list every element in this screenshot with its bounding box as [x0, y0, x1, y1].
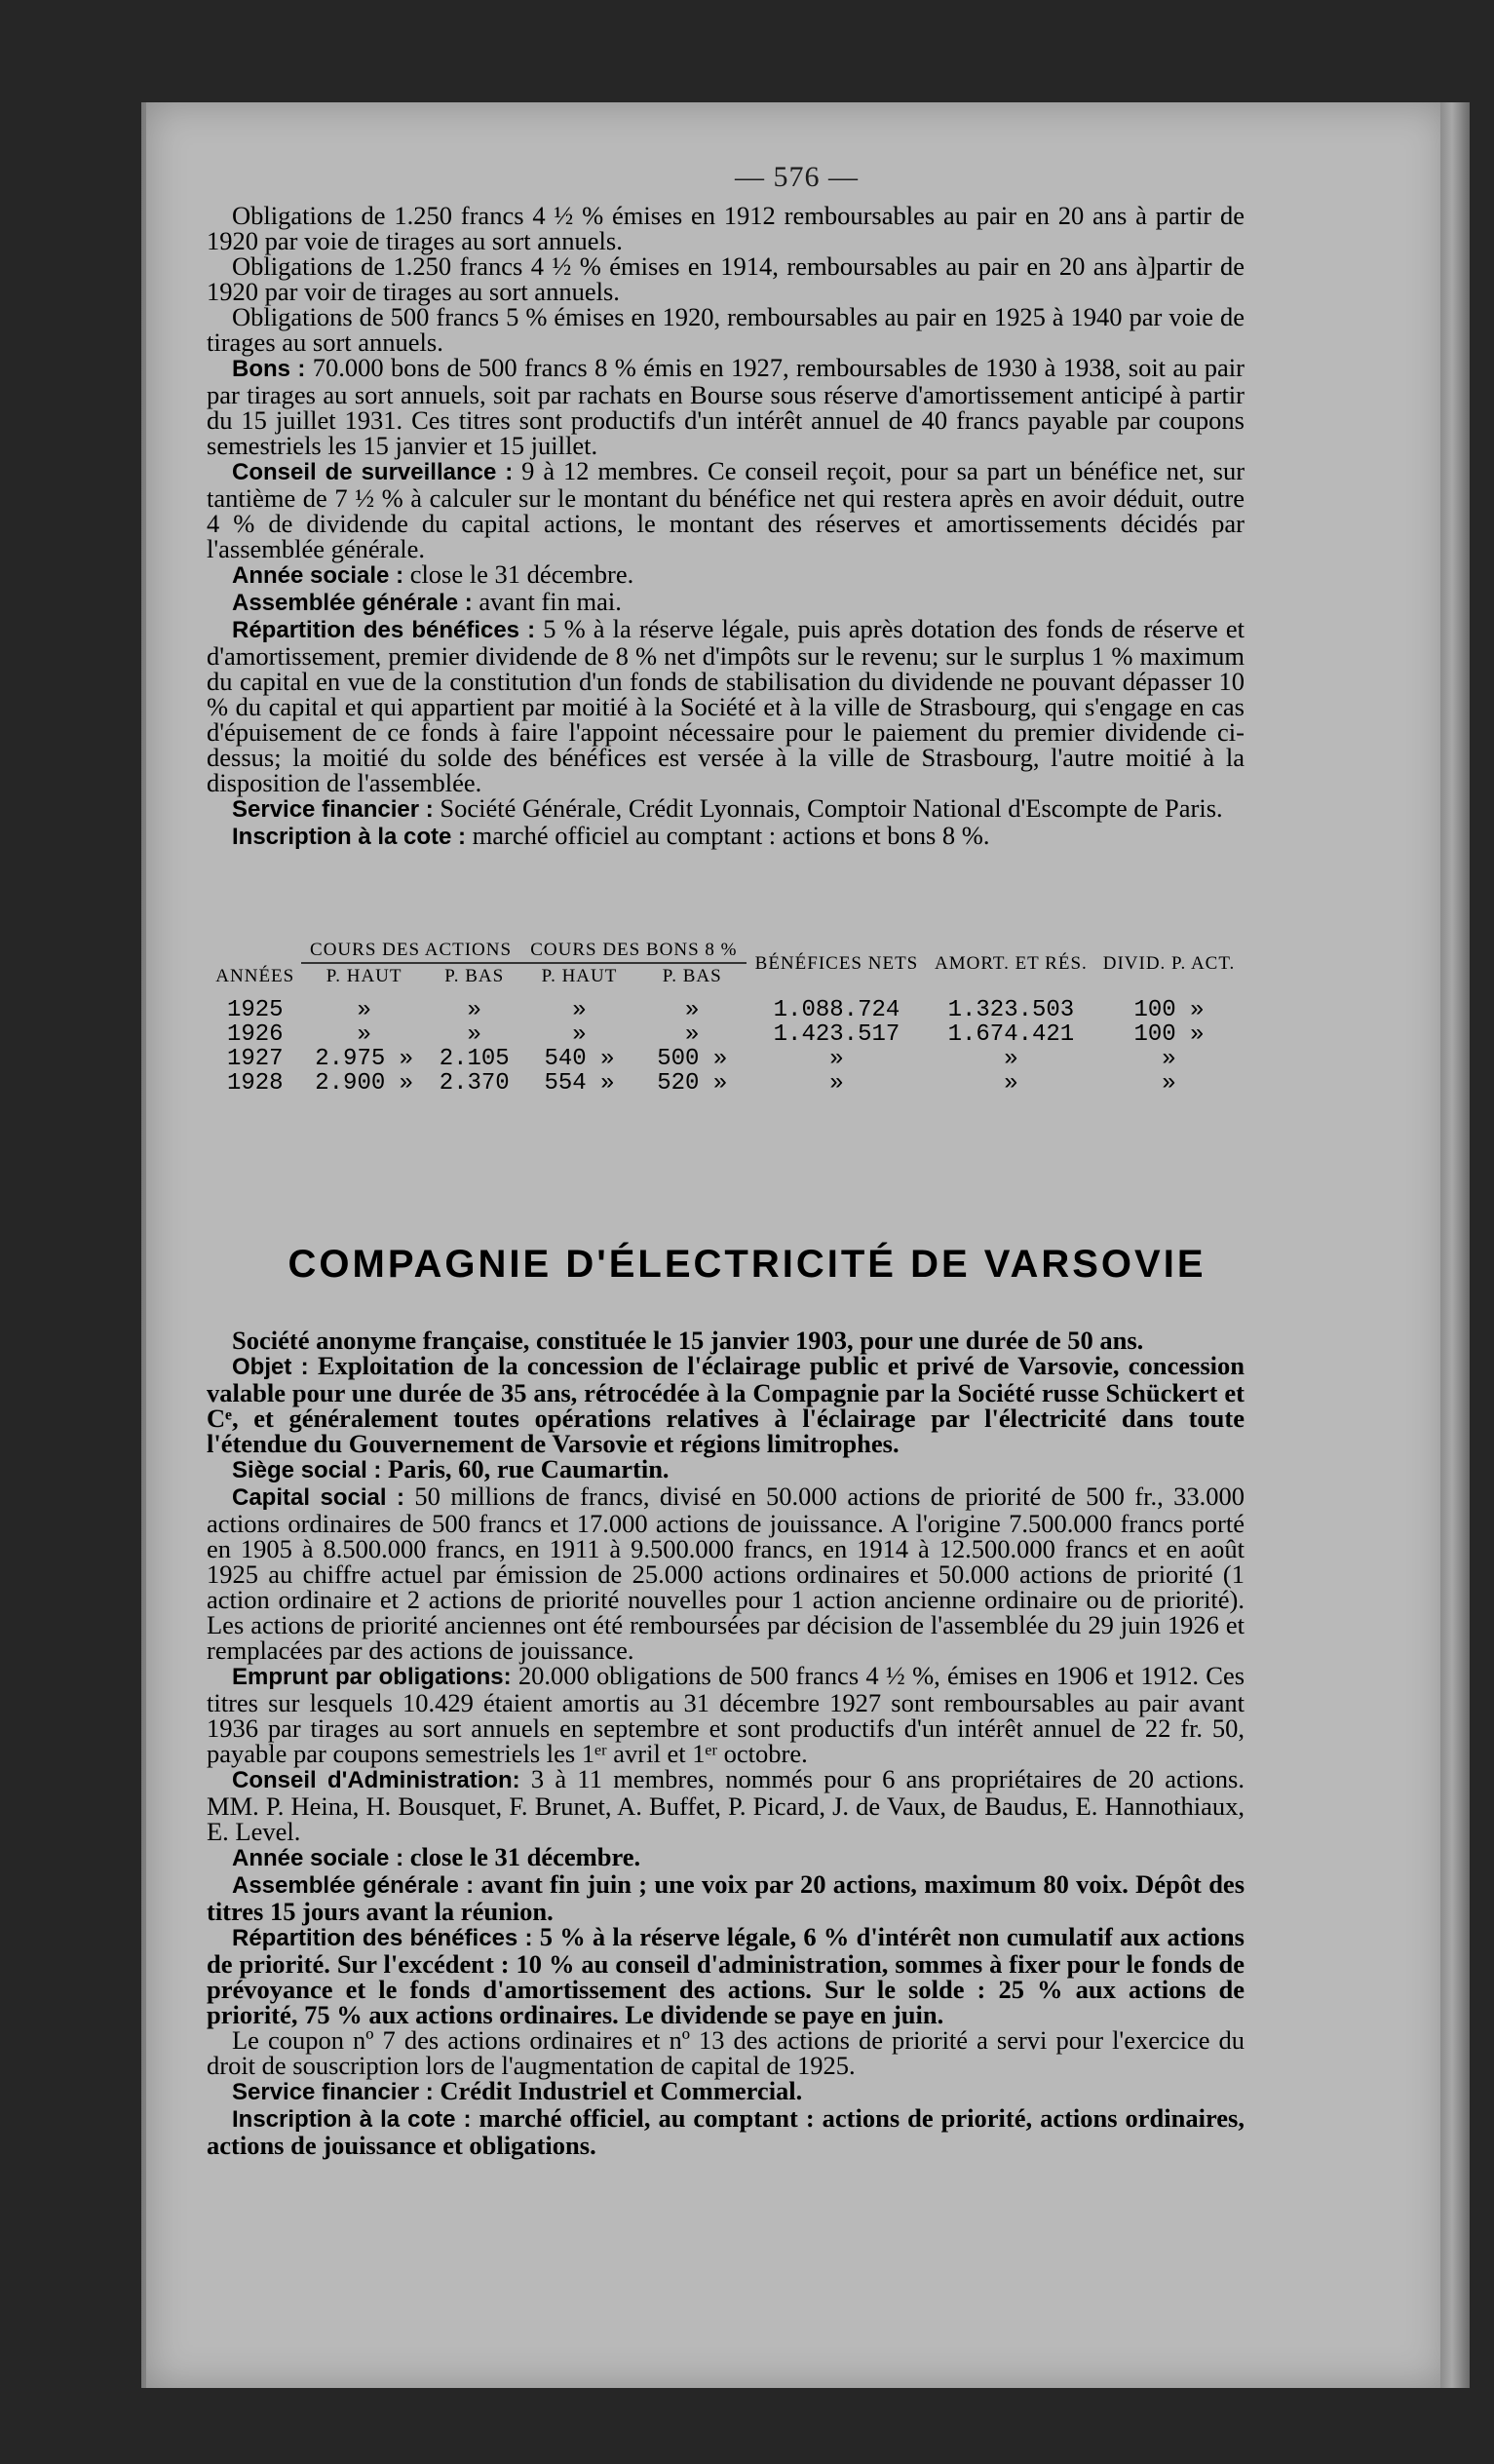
page-number: — 576 — [735, 161, 859, 193]
top-section [207, 203, 1245, 850]
cell-actions-haut: 2.975 » [315, 1046, 414, 1072]
company-assemblee-text: avant fin juin ; une voix par 20 actions, maximum 80 voix. Dépôt des titres 15 jours avant la réunion. [207, 1869, 1245, 1926]
company-annee-paragraph [207, 1844, 1245, 1871]
company-service-text: Crédit Industriel et Commercial. [440, 2076, 803, 2105]
company-section [207, 1328, 1245, 2158]
assemblee-label: Assemblée générale : [232, 590, 473, 616]
annees-header: ANNÉES [215, 965, 295, 986]
inscription-paragraph [207, 823, 1245, 850]
cell-actions-bas: 2.370 [439, 1070, 510, 1097]
emprunt-label: Emprunt par obligations: [232, 1664, 512, 1690]
cell-actions-bas: » [467, 1021, 481, 1048]
capital-text: 50 millions de francs, divisé en 50.000 actions de priorité de 500 fr., 33.000 actions ordinaires de 500 francs et 17.000 actions de jouissance. A l'origine 7.500.000 francs porté en 1905 à 8.500.000 francs, en 1911 à 9.500.000 francs, en 1914 à 12.500.000 francs et en août 1925 au chiffre actuel par émission de 25.000 actions ordinaires et 50.000 actions de priorité (1 action ordinaire et 2 actions de priorité nouvelles pour 1 action ancienne ordinaire ou de priorité). Les actions de priorité anciennes ont été remboursées par décision de l'assemblée du 29 juin 1926 et remplacées par des actions de jouissance. [207, 1482, 1245, 1665]
annee-paragraph [207, 561, 1245, 589]
cell-annee: 1926 [226, 1021, 284, 1048]
benefices-header: BÉNÉFICES NETS [754, 952, 919, 974]
cell-bons-haut: 554 » [544, 1070, 615, 1097]
company-repartition-text: 5 % à la réserve légale, 6 % d'intérêt non cumulatif aux actions de priorité. Sur l'excédent : 10 % au conseil d'administration, sommes à fixer pour le fonds de prévoyance et le fonds d'amortissement des actions. Sur le solde : 25 % aux actions de priorité, 75 % aux actions ordinaires. Le dividende se paye en juin. [207, 1922, 1245, 2029]
cell-bons-haut: » [572, 1021, 587, 1048]
cell-actions-bas: » [467, 997, 481, 1023]
cell-bons-haut: » [572, 997, 587, 1023]
cell-benefices: » [829, 1046, 844, 1072]
bons-label: Bons : [232, 356, 306, 382]
siege-label: Siège social : [232, 1457, 382, 1483]
actions-p-haut-header: P. HAUT [326, 966, 402, 986]
table-row [210, 1071, 1243, 1096]
table-row [210, 1047, 1243, 1071]
cell-bons-haut: 540 » [544, 1046, 615, 1072]
service-label: Service financier : [232, 796, 434, 823]
company-assemblee-paragraph [207, 1871, 1245, 1924]
group-bons-header: COURS DES BONS 8 % [521, 938, 747, 963]
table-row [210, 1022, 1243, 1047]
cell-amort: 1.674.421 [947, 1021, 1075, 1048]
company-inscription-label: Inscription à la cote : [232, 2106, 472, 2133]
company-repartition-paragraph [207, 1924, 1245, 2027]
cell-bons-bas: » [685, 1021, 700, 1048]
cell-divid: 100 » [1133, 997, 1205, 1023]
conseil-admin-paragraph [207, 1766, 1245, 1844]
repartition-text: 5 % à la réserve légale, puis après dotation des fonds de réserve et d'amortissement, premier dividende de 8 % net d'impôts sur le revenu; sur le surplus 1 % maximum du capital en vue de la constitution d'un fonds de stabilisation du dividende ne pouvant dépasser 10 % du capital et qui appartient par moitié à la Société et à la ville de Strasbourg, qui s'engage en cas d'épuisement de ce fonds à faire l'appoint nécessaire pour le paiement du premier dividende ci-dessus; la moitié du solde des bénéfices est versée à la ville de Strasbourg, l'autre moitié à la disposition de l'assemblée. [207, 614, 1245, 797]
inscription-label: Inscription à la cote : [232, 824, 467, 850]
cell-bons-bas: 500 » [657, 1046, 728, 1072]
cours-table [210, 938, 1243, 1096]
company-inscription-text: marché officiel, au comptant : actions de priorité, actions ordinaires, actions de jouissance et obligations. [207, 2103, 1245, 2160]
company-annee-label: Année sociale : [232, 1845, 404, 1871]
cell-benefices: 1.423.517 [773, 1021, 900, 1048]
bons-paragraph [207, 355, 1245, 458]
cell-benefices: » [829, 1070, 844, 1097]
cell-bons-bas: » [685, 997, 700, 1023]
company-repartition-label: Répartition des bénéfices : [232, 1925, 533, 1951]
divid-header: DIVID. P. ACT. [1102, 952, 1236, 974]
cell-amort: » [1004, 1046, 1018, 1072]
cell-actions-haut: » [357, 997, 371, 1023]
company-title: COMPAGNIE D'ÉLECTRICITÉ DE VARSOVIE [287, 1243, 1207, 1286]
company-intro: Société anonyme française, constituée le 15 janvier 1903, pour une durée de 50 ans. [232, 1326, 1144, 1355]
company-service-paragraph [207, 2078, 1245, 2105]
assemblee-paragraph [207, 589, 1245, 616]
obligations-1914: Obligations de 1.250 francs 4 ½ % émises en 1914, remboursables au pair en 20 ans à]partir de 1920 par voir de tirages au sort annuels. [207, 251, 1245, 306]
annee-text: close le 31 décembre. [409, 559, 634, 589]
objet-paragraph [207, 1353, 1245, 1456]
emprunt-text: 20.000 obligations de 500 francs 4 ½ %, émises en 1906 et 1912. Ces titres sur lesquels 10.429 étaient amortis au 31 décembre 1927 sont remboursables au pair avant 1936 par tirages au sort annuels en septembre et sont productifs d'un intérêt annuel de 22 fr. 50, payable par coupons semestriels les 1ᵉʳ avril et 1ᵉʳ octobre. [207, 1661, 1245, 1768]
amort-header: AMORT. ET RÉS. [935, 952, 1088, 974]
cell-actions-bas: 2.105 [439, 1046, 510, 1072]
objet-text: Exploitation de la concession de l'éclairage public et privé de Varsovie, concession valable pour une durée de 35 ans, rétrocédée à la Compagnie par la Société russe Schückert et Cᵉ, et généralement toutes opérations relatives à l'éclairage par l'électricité dans toute l'étendue du Gouvernement de Varsovie et régions limitrophes. [207, 1351, 1245, 1458]
conseil-text: 9 à 12 membres. Ce conseil reçoit, pour sa part un bénéfice net, sur tantième de 7 ½ % à calculer sur le montant du bénéfice net qui restera après en avoir déduit, outre 4 % de dividende du capital actions, le montant des réserves et amortissements décidés par l'assemblée générale. [207, 456, 1245, 563]
capital-paragraph [207, 1483, 1245, 1663]
bons-p-haut-header: P. HAUT [541, 966, 618, 986]
cell-annee: 1927 [226, 1046, 284, 1072]
objet-label: Objet : [232, 1354, 309, 1380]
actions-p-bas-header: P. BAS [444, 966, 505, 986]
table-row [210, 998, 1243, 1022]
cell-divid: » [1162, 1046, 1176, 1072]
cell-amort: 1.323.503 [947, 997, 1075, 1023]
cell-bons-bas: 520 » [657, 1070, 728, 1097]
company-inscription-paragraph [207, 2105, 1245, 2158]
inscription-text: marché officiel au comptant : actions et bons 8 %. [472, 821, 990, 850]
service-paragraph [207, 795, 1245, 823]
siege-text: Paris, 60, rue Caumartin. [388, 1454, 670, 1483]
cell-benefices: 1.088.724 [773, 997, 900, 1023]
emprunt-paragraph [207, 1663, 1245, 1766]
company-service-label: Service financier : [232, 2079, 434, 2105]
conseil-admin-label: Conseil d'Administration: [232, 1767, 520, 1793]
cell-actions-haut: 2.900 » [315, 1070, 414, 1097]
service-text: Société Générale, Crédit Lyonnais, Comptoir National d'Escompte de Paris. [440, 793, 1223, 823]
company-annee-text: close le 31 décembre. [409, 1842, 641, 1871]
obligations-1912: Obligations de 1.250 francs 4 ½ % émises en 1912 remboursables au pair en 20 ans à partir de 1920 par voie de tirages au sort annuels. [207, 201, 1245, 255]
cell-actions-haut: » [357, 1021, 371, 1048]
obligations-1920: Obligations de 500 francs 5 % émises en 1920, remboursables au pair en 1925 à 1940 par voie de tirages au sort annuels. [207, 302, 1245, 357]
cell-divid: » [1162, 1070, 1176, 1097]
conseil-paragraph [207, 458, 1245, 561]
assemblee-text: avant fin mai. [479, 587, 622, 616]
siege-paragraph [207, 1456, 1245, 1483]
cell-divid: 100 » [1133, 1021, 1205, 1048]
bons-p-bas-header: P. BAS [662, 966, 722, 986]
annee-label: Année sociale : [232, 562, 404, 589]
conseil-admin-text: 3 à 11 membres, nommés pour 6 ans propriétaires de 20 actions. MM. P. Heina, H. Bousquet, F. Brunet, A. Buffet, P. Picard, J. de Vaux, de Baudus, E. Hannothiaux, E. Level. [207, 1764, 1245, 1846]
repartition-label: Répartition des bénéfices : [232, 617, 536, 643]
conseil-label: Conseil de surveillance : [232, 459, 514, 485]
group-actions-header: COURS DES ACTIONS [301, 938, 521, 963]
bons-text: 70.000 bons de 500 francs 8 % émis en 1927, remboursables de 1930 à 1938, soit au pair par tirages au sort annuels, soit par rachats en Bourse sous réserve d'amortissement anticipé à partir du 15 juillet 1931. Ces titres sont productifs d'un intérêt annuel de 40 francs payable par coupons semestriels les 15 janvier et 15 juillet. [207, 353, 1245, 460]
capital-label: Capital social : [232, 1484, 404, 1511]
coupon-paragraph: Le coupon nº 7 des actions ordinaires et nº 13 des actions de priorité a servi pour l'exercice du droit de souscription lors de l'augmentation de capital de 1925. [207, 2025, 1245, 2080]
cell-amort: » [1004, 1070, 1018, 1097]
company-assemblee-label: Assemblée générale : [232, 1872, 475, 1899]
cell-annee: 1925 [226, 997, 284, 1023]
cell-annee: 1928 [226, 1070, 284, 1097]
repartition-paragraph [207, 616, 1245, 795]
